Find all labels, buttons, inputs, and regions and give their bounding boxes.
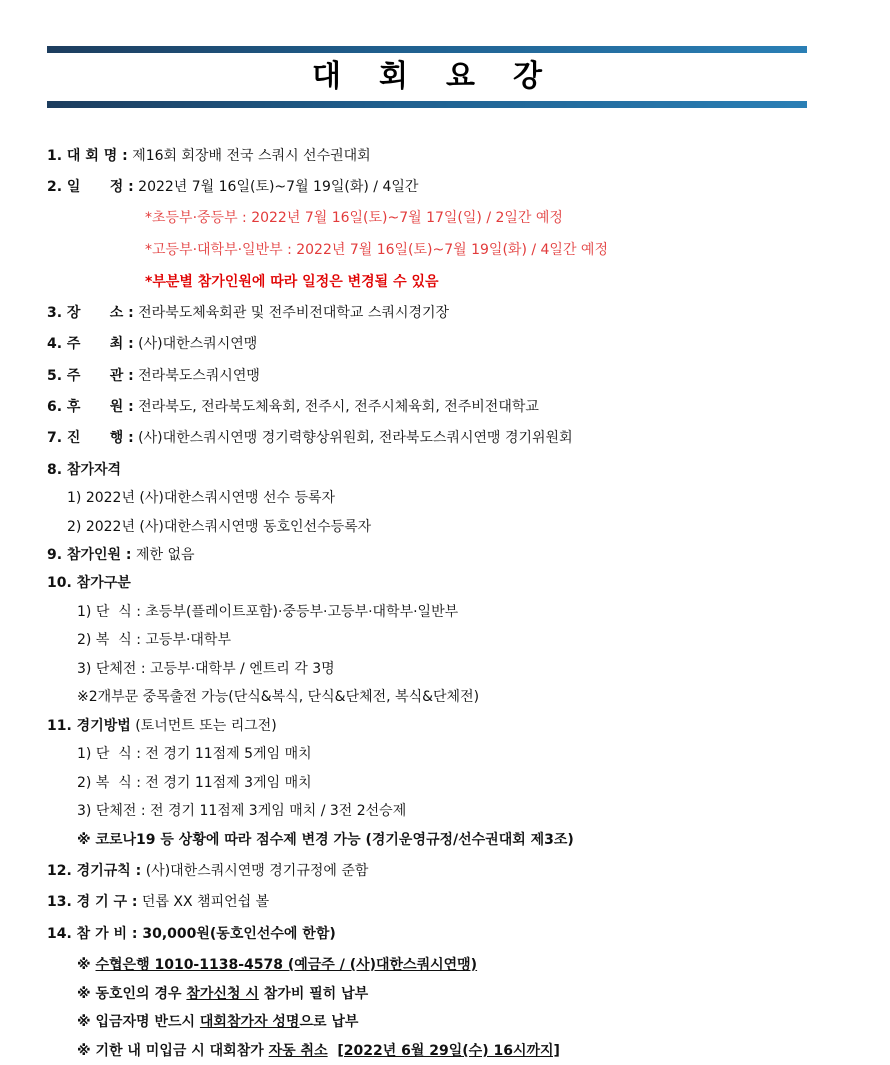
- fee-deadline-note: [77, 1041, 560, 1061]
- item-value: (사)대한스쿼시연맹 경기력향상위원회, 전라북도스쿼시연맹 경기위원회: [138, 430, 573, 446]
- schedule-note-change: *부분별 참가인원에 따라 일정은 변경될 수 있음: [145, 274, 439, 290]
- division-item: 1) 단 식 : 초등부(플레이트포함)·중등부·고등부·대학부·일반부: [77, 604, 459, 620]
- item-label: 14. 참 가 비 :: [47, 926, 138, 942]
- item-eligibility-label: 8. 참가자격: [47, 462, 122, 478]
- eligibility-item: 2) 2022년 (사)대한스쿼시연맹 동호인선수등록자: [67, 519, 372, 535]
- item-value: 전라북도, 전라북도체육회, 전주시, 전주시체육회, 전주비전대학교: [138, 399, 539, 415]
- eligibility-item: 1) 2022년 (사)대한스쿼시연맹 선수 등록자: [67, 490, 336, 506]
- item-value: 2022년 7월 16일(토)~7월 19일(화) / 4일간: [138, 179, 419, 195]
- item-value: 전라북도스쿼시연맹: [138, 368, 260, 384]
- item-sponsor: [47, 397, 539, 417]
- fee-account-note: [77, 955, 477, 975]
- format-item: 2) 복 식 : 전 경기 11점제 3게임 매치: [77, 775, 312, 791]
- item-label: 5. 주 관 :: [47, 368, 134, 384]
- schedule-note-junior: *초등부·중등부 : 2022년 7월 16일(토)~7월 17일(일) / 2일간 예정: [145, 210, 563, 226]
- item-value: (토너먼트 또는 리그전): [135, 718, 277, 734]
- item-participants: [47, 545, 195, 565]
- item-rules: [47, 861, 368, 881]
- note-emphasis: 참가신청 시: [186, 986, 259, 1002]
- note-text: 참가비 필히 납부: [258, 986, 369, 1002]
- title-bottom-bar: [47, 101, 807, 108]
- note-text: ※ 동호인의 경우: [77, 986, 187, 1002]
- item-label: 4. 주 최 :: [47, 336, 134, 352]
- item-value: 전라북도체육회관 및 전주비전대학교 스쿼시경기장: [138, 305, 450, 321]
- note-text: ※ 입금자명 반드시: [77, 1014, 200, 1030]
- item-value: 제16회 회장배 전국 스쿼시 선수권대회: [132, 148, 371, 164]
- item-label: 3. 장 소 :: [47, 305, 134, 321]
- item-divisions-label: 10. 참가구분: [47, 575, 131, 591]
- fee-name-note: [77, 1012, 358, 1032]
- deadline: [2022년 6월 29일(수) 16시까지]: [337, 1043, 560, 1059]
- bank-account: 수협은행 1010-1138-4578 (예금주 / (사)대한스쿼시연맹): [95, 957, 478, 973]
- item-operation: [47, 428, 573, 448]
- note-mark: ※: [77, 957, 91, 973]
- division-item: 2) 복 식 : 고등부·대학부: [77, 632, 231, 648]
- item-host: [47, 334, 257, 354]
- division-item: 3) 단체전 : 고등부·대학부 / 엔트리 각 3명: [77, 661, 335, 677]
- item-label: 11. 경기방법: [47, 718, 131, 734]
- item-value: (사)대한스쿼시연맹: [138, 336, 258, 352]
- item-value: 30,000원(동호인선수에 한함): [142, 926, 336, 942]
- item-label: 12. 경기규칙 :: [47, 863, 142, 879]
- item-match-format: [47, 716, 277, 736]
- item-schedule: [47, 177, 418, 197]
- item-event-name: [47, 146, 371, 166]
- item-value: 제한 없음: [135, 547, 195, 563]
- note-emphasis: 자동 취소: [268, 1043, 328, 1059]
- fee-member-note: [77, 984, 368, 1004]
- note-text: ※ 기한 내 미입금 시 대회참가: [77, 1043, 269, 1059]
- title-top-bar: [47, 46, 807, 53]
- item-value: 던롭 XX 챔피언쉽 볼: [141, 894, 270, 910]
- item-label: 2. 일 정 :: [47, 179, 134, 195]
- document-title: 대회요강: [312, 59, 580, 94]
- item-label: 7. 진 행 :: [47, 430, 134, 446]
- item-label: 1. 대 회 명 :: [47, 148, 128, 164]
- item-label: 13. 경 기 구 :: [47, 894, 138, 910]
- division-note: ※2개부문 중목출전 가능(단식&복식, 단식&단체전, 복식&단체전): [77, 689, 480, 705]
- schedule-note-senior: *고등부·대학부·일반부 : 2022년 7월 16일(토)~7월 19일(화) / 4일간 예정: [145, 242, 608, 258]
- note-spacer: [328, 1043, 338, 1059]
- item-fee: [47, 924, 336, 944]
- item-ball: [47, 892, 269, 912]
- format-item: 3) 단체전 : 전 경기 11점제 3게임 매치 / 3전 2선승제: [77, 803, 407, 819]
- item-value: (사)대한스쿼시연맹 경기규정에 준함: [145, 863, 369, 879]
- note-emphasis: 대회참가자 성명: [199, 1014, 300, 1030]
- item-organizer: [47, 366, 260, 386]
- note-text: 으로 납부: [299, 1014, 359, 1030]
- item-label: 6. 후 원 :: [47, 399, 134, 415]
- format-note: ※ 코로나19 등 상황에 따라 점수제 변경 가능 (경기운영규정/선수권대회 제3조): [77, 832, 574, 848]
- format-item: 1) 단 식 : 전 경기 11점제 5게임 매치: [77, 746, 312, 762]
- item-label: 9. 참가인원 :: [47, 547, 132, 563]
- item-venue: [47, 303, 449, 323]
